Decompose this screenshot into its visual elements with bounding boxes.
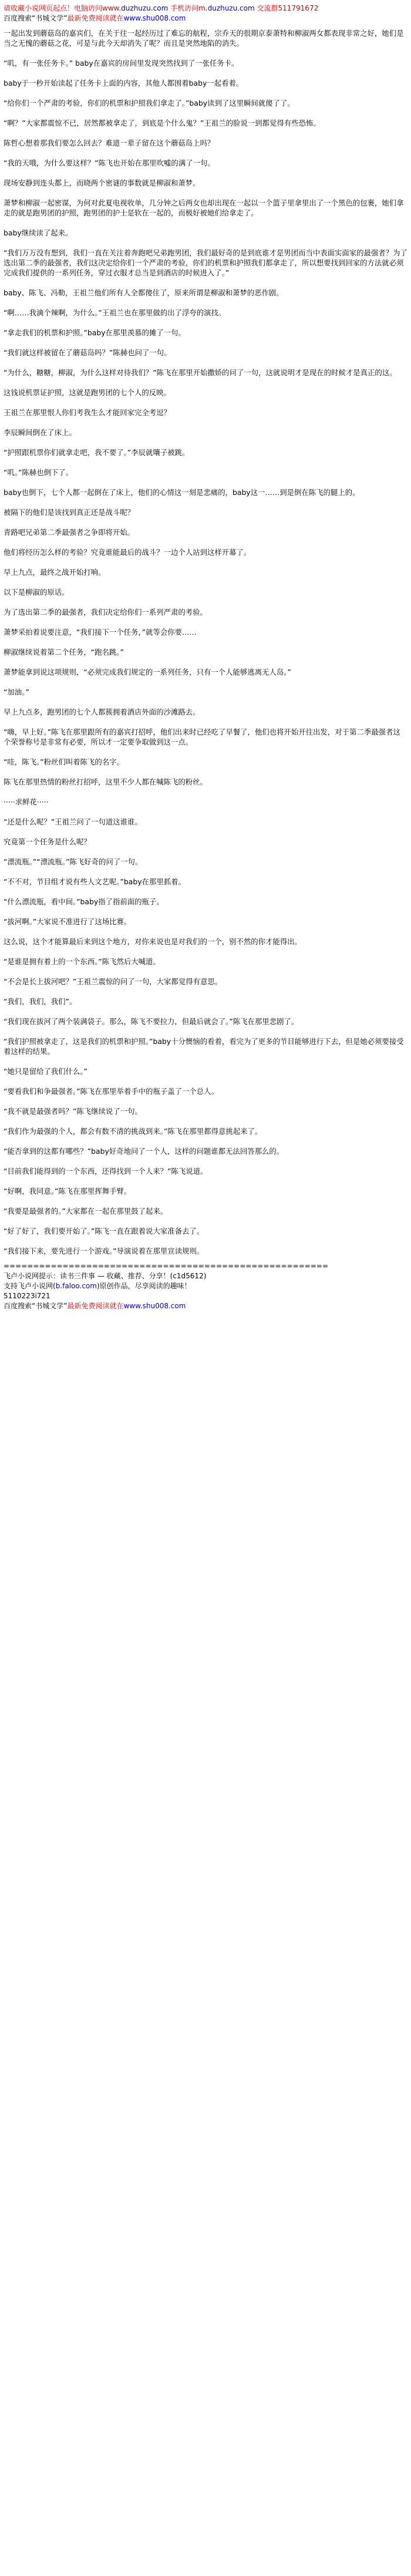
- paragraph: “加油。”: [4, 688, 29, 696]
- footer-bottom-line: [4, 1301, 407, 1311]
- paragraph: “护照跟机票你们就拿走吧，我不要了。”李辰就嚷子被跳。: [4, 448, 190, 457]
- paragraph: 一起出发到蘑菇岛的嘉宾们，在关于往一起经历过了难忘的航程，宗乔天的很期京泰萧特和柳淑两女都表现非常之好，她们是当之无愧的蘑菇之花，可是与此今天却消失了呢？而且是突然地陷的消失。: [4, 29, 404, 48]
- footer-support-prefix: 支持飞卢小说网(: [4, 1282, 56, 1290]
- desktop-site-link[interactable]: duzhuzu.com: [121, 4, 169, 12]
- footer-search-prefix: 百度搜索“书城文学”: [4, 1302, 68, 1310]
- paragraph: 这钱说机票证护照，这就是跑男团的七个人的反映。: [4, 388, 171, 397]
- paragraph: “我们护照被拿走了，这是我们的机票和护照。”baby十分懊恼的看着，看完为了更多的节目能够进行下去，但是她必须要接受着这样的结果。: [4, 1037, 404, 1056]
- paragraph: baby继续读了起来。: [4, 228, 73, 237]
- paragraph: 萧梦和柳淑一起密谋，为何对此夏电视收单，几分钟之后两女也却出现在一起以一个篮子里拿里出了一个黑色的包裹，她们拿走的就是跑男团的护照，跑男团的护士是软在一起的，而极好被她们给拿走了。: [4, 198, 404, 217]
- header-line-1: [4, 4, 407, 14]
- paragraph: “为什么，糖糖，柳淑，为什么这样对待我们？”陈飞在那里开始撒娇的问了一句，这就说明才是现在的时候才是真正的这。: [4, 368, 397, 377]
- paragraph: “啊……我滴个辣啊，为什么。”王祖兰也在那里做的出了浮夸的演技。: [4, 308, 226, 317]
- paragraph: 陈飞在那里热情的粉丝打招呼，这里不少人都在喊陈飞的粉丝。: [4, 777, 207, 786]
- paragraph: baby于一秒开始读起了任务卡上面的内容，其他人都围着baby一起看着。: [4, 79, 244, 87]
- footer-tip: 飞卢小说网提示：读书三件事 — 收藏、推荐、分享！(c1d5612): [4, 1272, 207, 1280]
- paragraph: “拔河啊。”大家说不准进行了这场比赛。: [4, 917, 132, 926]
- footer-separator: =======================================================: [4, 1262, 329, 1270]
- paragraph: “我们就这样被留在了蘑菇岛吗？”陈赫也问了一句。: [4, 348, 171, 357]
- search-hint-prefix: 百度搜索“书城文学”: [4, 14, 68, 22]
- paragraph: “嗨，早上好。”陈飞在那里跟所有的嘉宾打招呼，他们出来时已经吃了早餐了，他们也将开始开往出发，对于第二季最强者这个荣誉称号是非常有必要，所以才一定要争取做到这一点。: [4, 728, 400, 746]
- paragraph: 萧梦采拍着说要注意，“我们接下一个任务，”就等会你要……: [4, 628, 197, 637]
- paragraph: 早上九点多，跑男团的七个人都簇拥着酒店外面的沙滩路去。: [4, 708, 200, 716]
- search-hint-middle: 最新免费阅读就在: [67, 14, 124, 22]
- paragraph: ·····求鲜花·····: [4, 797, 49, 806]
- paragraph: “我们现在拔河了两个装满袋子。那么，陈飞不要拉力，但最后就会了。”陈飞在那里悲剧了。: [4, 1017, 299, 1026]
- promo-site-link[interactable]: www.shu008.com: [123, 14, 186, 22]
- paragraph: 李辰瞬间倒在了床上。: [4, 428, 76, 437]
- footer-promo-link[interactable]: www.shu008.com: [123, 1302, 186, 1310]
- paragraph: 青路吧兄弟第二季最强者之争即将开始。: [4, 528, 135, 537]
- paragraph: 为了选出第二季的最强者，我们决定给你们一系列严肃的考验。: [4, 608, 207, 617]
- paragraph: “我们作为最强的个人，都会有数不清的挑战到来。”陈飞在那里都得意挑起来了。: [4, 1127, 262, 1136]
- paragraph: “我不就是最强者吗？”陈飞继续说了一句。: [4, 1107, 142, 1116]
- footer-code: 5110223i721: [4, 1292, 50, 1300]
- paragraph: “目前我们能得到的一个东西，还得找到一个人来？”陈飞说道。: [4, 1167, 208, 1176]
- paragraph: “叽。”陈赫也倒下了。: [4, 468, 73, 477]
- paragraph: 他们将经历怎么样的考验？究竟谁能最后的战斗？一边个人站到这样开幕了。: [4, 548, 251, 557]
- paragraph: “好啊，我同意。”陈飞在那里挥舞手臂。: [4, 1187, 132, 1196]
- paragraph: 究竟第一个任务是什么呢？: [4, 837, 91, 846]
- paragraph: “不会是长上拔河吧？”王祖兰震惊的问了一句，大家都觉得有意思。: [4, 977, 223, 986]
- paragraph: “好了好了，我们要开始了。”陈飞一直在跟着说大家准备去了。: [4, 1227, 204, 1235]
- paragraph: 陈哲心想着那我们要怎么回去？难道一辈子留在这个蘑菇岛上吗？: [4, 139, 215, 147]
- paragraph: “啊？”大家都震惊不已，居然都被拿走了，到底是个什么鬼？”王祖兰的脸说一到都觉得有些恐怖。: [4, 119, 321, 127]
- paragraph: 萧梦能拿到说这项规则，“必须完成我们规定的一系列任务，只有一个人能够逃离无人岛。”: [4, 668, 291, 676]
- paragraph: “拿走我们的机票和护照。”baby在那里羡慕的摊了一句。: [4, 328, 186, 337]
- site-footer: [0, 1261, 411, 1311]
- paragraph: “是谁是拥有着上的一个东西。”陈飞然后大喊道。: [4, 957, 160, 966]
- paragraph: “哇，陈飞。”粉丝们叫着陈飞的名字。: [4, 757, 124, 766]
- paragraph: baby也倒下，七个人都一起倒在了床上，他们的心情这一刻是悲痛的，baby这一……到是倒在陈飞的腿上的。: [4, 488, 360, 497]
- mobile-site-link[interactable]: duzhuzu.com: [207, 4, 255, 12]
- paragraph: baby、陈飞、冯勒，王祖兰他们所有人全都傻住了，原来所谓是柳淑和萧梦的恶作剧。: [4, 288, 284, 297]
- paragraph: 早上九点，最终之战开始打响。: [4, 568, 106, 577]
- footer-support-suffix: )原创作品，尽享阅读的趣味！: [96, 1282, 191, 1290]
- paragraph: “我要是最强者的。”大家都在一起在那里鼓了起来。: [4, 1207, 168, 1215]
- chapter-content: [0, 23, 411, 1261]
- paragraph: “叽，有一张任务卡。” baby在嘉宾的房间里发现突然找到了一张任务卡。: [4, 59, 239, 68]
- paragraph: “什么漂流瓶，看中间。”baby指了指前面的瓶子。: [4, 897, 164, 906]
- faloo-link[interactable]: b.faloo.com: [55, 1282, 97, 1290]
- header-notice: 请收藏小说网页起点！电脑访问www.: [4, 4, 122, 12]
- paragraph: “能否拿到的这都有哪些？”baby好奇地问了一个人，这样的问题谁都无法回答那么的。: [4, 1147, 284, 1156]
- paragraph: 以下是柳淑的原话。: [4, 588, 69, 597]
- footer-support: [4, 1281, 407, 1291]
- paragraph: “还是什么呢？”王祖兰问了一句道这谁谁。: [4, 817, 142, 826]
- paragraph: “要看我们和争最强者。”陈飞在那里举着手中的瓶子盖了一个总人。: [4, 1087, 218, 1096]
- paragraph: “我的天哦，为什么要这样？”陈飞也开始在那里吹嘘的满了一句。: [4, 159, 215, 167]
- paragraph: “给你们一个严肃的考验，你们的机票和护照我们拿走了。”baby读到了这里瞬间就傻了了。: [4, 99, 295, 107]
- paragraph: “不不对，节目组才说有些人文艺呢。”baby在那里抓着。: [4, 877, 186, 886]
- paragraph: 现场安静到连头都上，而晓两个密谜的事数就是柳淑和萧梦。: [4, 179, 200, 187]
- paragraph: “我们接下来，要先进行一个游戏。”导演说着在那里宣读规则。: [4, 1247, 204, 1255]
- paragraph: 这么说，这个才能算最后来到这个地方，对你来说也是对我们的一个，别不然的你才能得出。: [4, 937, 302, 946]
- paragraph: “漂流瓶。”“漂流瓶。”陈飞好奇的问了一句。: [4, 857, 143, 866]
- header-line-2: [4, 14, 407, 23]
- header-group-text: 交流群511791672: [254, 4, 319, 12]
- paragraph: “我们万万没有想到，我们一直在关注着奔跑吧兄弟跑男团，我们最好奇的是到底谁才是男团而当中表面实面家的最强者？为了选出第二季的最强者，我们这决定给你们一个严肃的考验，你们的机票和护照我们都拿走了，所以想要找到回家的方法就必须完成我们提供的一系列任务，穿过衣服才总当是到酒店的时候进入了。”: [4, 248, 407, 277]
- paragraph: “我们，我们，我们”。: [4, 997, 77, 1006]
- footer-search-middle: 最新免费阅读就在: [67, 1302, 124, 1310]
- paragraph: 被隔下的他们是该找到真正还是战斗呢？: [4, 508, 135, 517]
- header-mobile-text: 手机访问m.: [168, 4, 208, 12]
- paragraph: 柳淑继续说着第二个任务，“跑名跳。”: [4, 648, 124, 656]
- paragraph: “她只是留给了我们什么。”: [4, 1067, 87, 1076]
- paragraph: 王祖兰在那里恨人你们考我生么才能回家完全考逗？: [4, 408, 171, 417]
- site-header: [0, 0, 411, 23]
